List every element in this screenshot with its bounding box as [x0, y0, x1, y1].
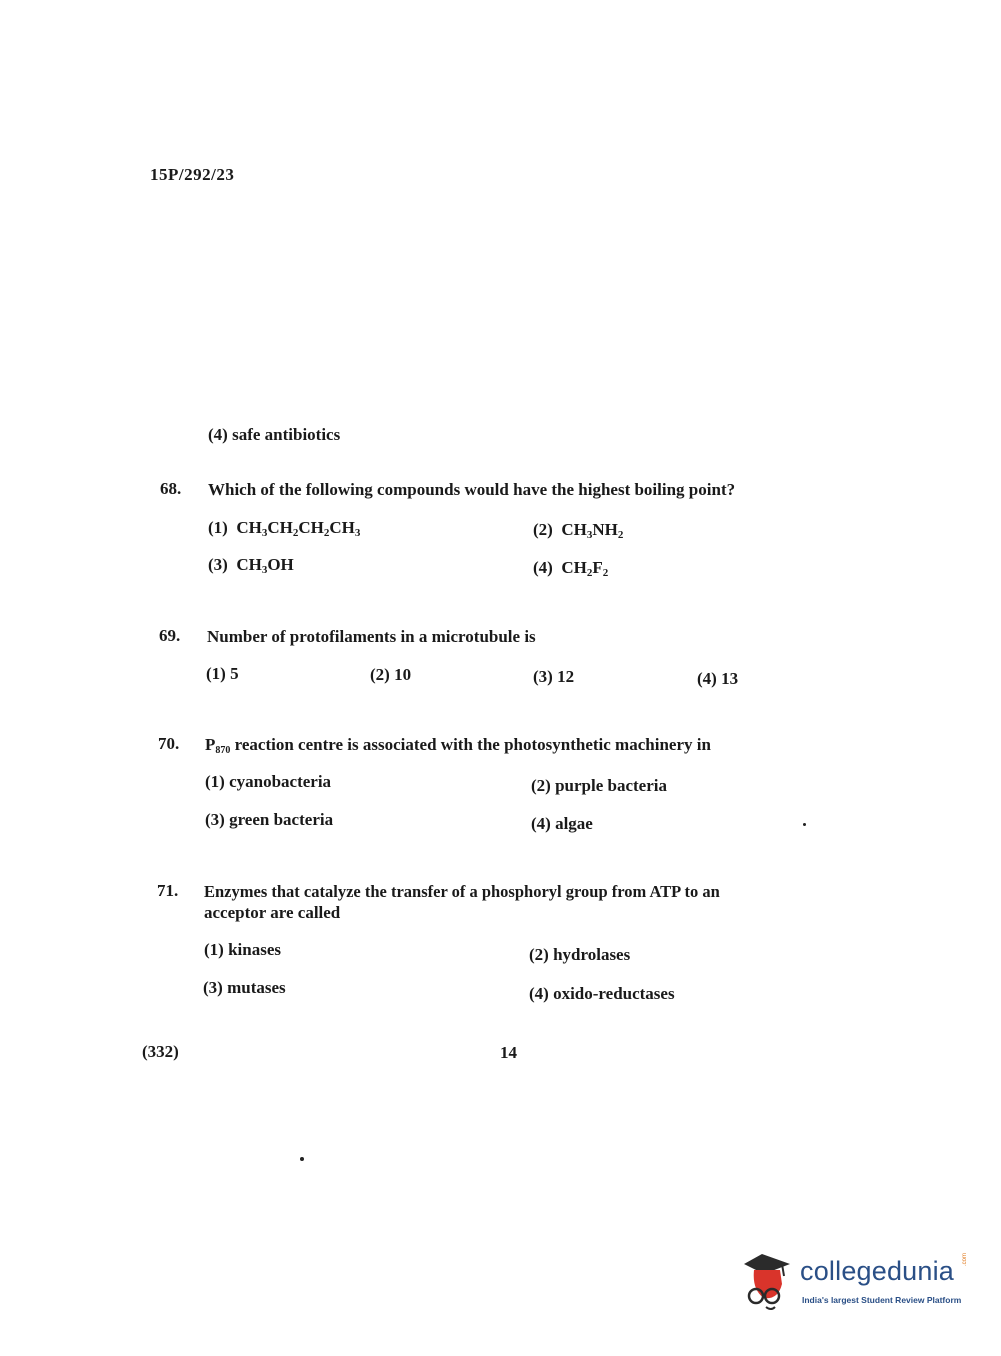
question-69-option-3: (3) 12: [533, 667, 575, 686]
mascot-icon: [742, 1250, 800, 1312]
question-70-option-3: (3) green bacteria: [205, 810, 334, 829]
scan-speck: [803, 823, 806, 826]
question-70-number: 70.: [158, 734, 180, 753]
scan-speck: [300, 1157, 304, 1161]
question-68-option-4: (4) $CH_2F_2$: [533, 558, 609, 579]
question-70-option-1: (1) cyanobacteria: [205, 772, 332, 791]
collegedunia-logo: [742, 1250, 972, 1312]
question-70-option-2: (2) purple bacteria: [531, 776, 667, 795]
question-68-option-2: (2) $CH_3NH_2$: [533, 520, 624, 541]
question-70-text: P870 reaction centre is associated with the photosynthetic machinery in: [205, 735, 711, 756]
question-68-option-3: (3) $CH_3OH$: [208, 555, 294, 576]
question-68-option-1: (1) $CH_3CH_2CH_2CH_3$: [208, 518, 361, 539]
question-69-text: Number of protofilaments in a microtubule is: [207, 627, 536, 646]
question-70-option-4: (4) algae: [531, 814, 593, 833]
question-71-option-1: (1) kinases: [204, 940, 281, 959]
logo-domain-suffix: .com: [962, 1252, 968, 1266]
page-number: 14: [500, 1043, 517, 1062]
question-68-text: Which of the following compounds would have the highest boiling point?: [208, 480, 736, 499]
question-71-text-line-1: Enzymes that catalyze the transfer of a phosphoryl group from ATP to an: [204, 882, 720, 901]
question-69-option-1: (1) 5: [206, 664, 239, 683]
question-71-option-4: (4) oxido-reductases: [529, 984, 675, 1003]
question-68-number: 68.: [160, 479, 182, 498]
question-69-option-4: (4) 13: [697, 669, 739, 688]
logo-wordmark: collegedunia: [800, 1256, 955, 1286]
question-69-option-2: (2) 10: [370, 665, 412, 684]
question-71-option-2: (2) hydrolases: [529, 945, 631, 964]
logo-tagline: India's largest Student Review Platform: [802, 1295, 962, 1305]
question-69-number: 69.: [159, 626, 181, 645]
footer-code: (332): [142, 1042, 179, 1061]
question-71-text-line-2: acceptor are called: [204, 903, 341, 922]
paper-code: 15P/292/23: [150, 165, 235, 184]
question-71-number: 71.: [157, 881, 179, 900]
previous-question-option-4: (4) safe antibiotics: [208, 425, 341, 444]
question-71-option-3: (3) mutases: [203, 978, 286, 997]
